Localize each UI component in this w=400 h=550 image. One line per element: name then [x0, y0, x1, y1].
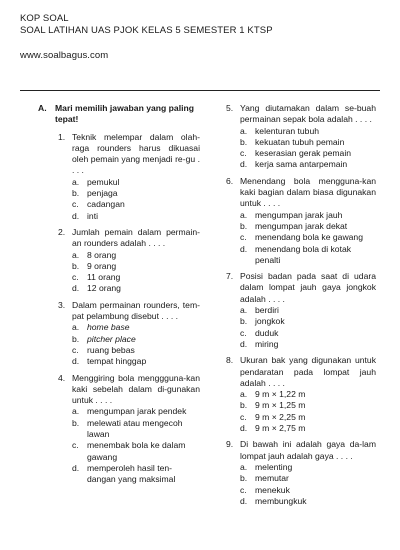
- option-letter: a.: [72, 322, 80, 333]
- option-text: tempat hinggap: [87, 356, 147, 367]
- option-text: cadangan: [87, 199, 125, 210]
- question-number: 3.: [58, 299, 66, 310]
- option-text: 9 m × 2,25 m: [255, 411, 306, 422]
- option-letter: d.: [240, 495, 248, 506]
- option-text: kekuatan tubuh pemain: [255, 136, 345, 147]
- question-stem: Menggiring bola menggguna-kan kaki sebelah dalam di-gunakan untuk . . . .: [72, 372, 200, 406]
- option-d: [72, 211, 200, 222]
- option-letter: d.: [72, 356, 80, 367]
- option-b: [240, 473, 376, 484]
- question-8: [226, 355, 376, 434]
- option-text: menekuk: [255, 484, 290, 495]
- section-heading: [38, 103, 200, 126]
- option-text: keserasian gerak pemain: [255, 148, 352, 159]
- option-a: [72, 322, 200, 333]
- question-stem: Jumlah pemain dalam permain-an rounders adalah . . . .: [72, 226, 200, 249]
- option-text: menendang bola ke gawang: [255, 232, 363, 243]
- option-text: ruang bebas: [87, 344, 135, 355]
- option-letter: a.: [240, 125, 248, 136]
- option-letter: c.: [240, 148, 247, 159]
- option-c: [72, 345, 200, 356]
- question-stem: Menendang bola mengguna-kan kaki bagian dalam biasa digunakan untuk . . . .: [240, 175, 376, 209]
- website-text: www.soalbagus.com: [20, 50, 109, 61]
- option-letter: c.: [240, 484, 247, 495]
- option-letter: c.: [240, 232, 247, 243]
- question-number: 5.: [226, 103, 234, 113]
- option-b: [240, 137, 376, 148]
- option-letter: d.: [240, 159, 248, 170]
- question-5: [226, 103, 376, 171]
- option-letter: b.: [240, 316, 248, 327]
- question-number: 1.: [58, 131, 66, 142]
- option-b: [72, 188, 200, 199]
- question-3: [58, 300, 200, 368]
- option-b: [240, 221, 376, 232]
- header-divider: [20, 90, 380, 91]
- option-text: home base: [87, 322, 130, 333]
- question-stem: Teknik melempar dalam olah-raga rounders harus dikuasai oleh pemain yang menjadi re-gu . . . .: [72, 131, 200, 176]
- option-text: 9 m × 1,25 m: [255, 400, 306, 411]
- section-instruction: Mari memilih jawaban yang paling tepat!: [55, 103, 194, 125]
- option-text: penjaga: [87, 188, 118, 199]
- option-text: mengumpan jarak dekat: [255, 220, 348, 231]
- option-text: kelenturan tubuh: [255, 125, 320, 136]
- option-c: [240, 148, 376, 159]
- question-4: [58, 373, 200, 486]
- option-a: [240, 389, 376, 400]
- option-letter: d.: [72, 210, 80, 221]
- question-number: 6.: [226, 175, 234, 186]
- option-c: [240, 328, 376, 339]
- option-a: [240, 210, 376, 221]
- exam-title: SOAL LATIHAN UAS PJOK KELAS 5 SEMESTER 1 KTSP: [20, 25, 273, 36]
- option-text: membungkuk: [255, 495, 307, 506]
- option-d: [72, 463, 200, 486]
- right-column: [226, 103, 376, 512]
- option-text: pemukul: [87, 176, 120, 187]
- option-b: [72, 334, 200, 345]
- option-d: [240, 244, 376, 267]
- option-text: 9 m × 1,22 m: [255, 389, 306, 400]
- option-letter: c.: [72, 272, 79, 283]
- question-7: [226, 271, 376, 350]
- question-2: [58, 227, 200, 295]
- option-text: duduk: [255, 327, 279, 338]
- option-c: [72, 440, 200, 463]
- option-a: [72, 406, 200, 417]
- option-text: pitcher place: [87, 333, 136, 344]
- question-stem: Posisi badan pada saat di udara dalam lompat jauh gaya jongkok adalah . . . .: [240, 271, 376, 304]
- question-number: 8.: [226, 355, 234, 366]
- option-d: [240, 423, 376, 434]
- option-letter: d.: [72, 462, 80, 473]
- option-letter: a.: [240, 461, 248, 472]
- option-text: miring: [255, 338, 279, 349]
- option-text: 12 orang: [87, 283, 121, 294]
- option-letter: c.: [72, 440, 79, 451]
- option-c: [240, 232, 376, 243]
- option-a: [72, 250, 200, 261]
- option-a: [240, 462, 376, 473]
- option-letter: b.: [72, 333, 80, 344]
- question-9: [226, 439, 376, 507]
- option-letter: a.: [240, 389, 248, 400]
- option-letter: d.: [240, 423, 248, 434]
- section-letter: A.: [38, 103, 47, 113]
- question-stem: Dalam permainan rounders, tem-pat pelambung disebut . . . .: [72, 299, 200, 322]
- option-letter: c.: [72, 199, 79, 210]
- option-c: [72, 272, 200, 283]
- option-letter: b.: [240, 473, 248, 484]
- option-letter: b.: [240, 220, 248, 231]
- option-b: [72, 418, 200, 441]
- option-d: [72, 283, 200, 294]
- option-letter: c.: [240, 411, 247, 422]
- option-text: jongkok: [255, 316, 285, 327]
- option-letter: d.: [240, 243, 248, 254]
- document-header: [20, 13, 273, 62]
- option-letter: a.: [72, 406, 80, 417]
- option-c: [240, 412, 376, 423]
- option-text: 9 orang: [87, 260, 117, 271]
- left-column: [38, 103, 200, 491]
- option-text: berdiri: [255, 305, 279, 316]
- option-text: menembak bola ke dalam gawang: [87, 440, 186, 462]
- question-1: [58, 132, 200, 222]
- option-a: [240, 305, 376, 316]
- option-text: menendang bola di kotak penalti: [255, 243, 352, 265]
- option-letter: b.: [72, 260, 80, 271]
- option-b: [72, 261, 200, 272]
- option-d: [240, 496, 376, 507]
- question-stem: Ukuran bak yang digunakan untuk pendaratan pada lompat jauh adalah . . . .: [240, 355, 376, 388]
- option-letter: d.: [72, 283, 80, 294]
- option-text: 9 m × 2,75 m: [255, 423, 306, 434]
- option-letter: d.: [240, 338, 248, 349]
- option-letter: b.: [240, 400, 248, 411]
- option-text: memutar: [255, 473, 289, 484]
- question-number: 2.: [58, 226, 66, 237]
- option-letter: b.: [72, 417, 80, 428]
- question-number: 4.: [58, 372, 66, 383]
- option-b: [240, 400, 376, 411]
- option-letter: a.: [240, 209, 248, 220]
- option-a: [72, 177, 200, 188]
- question-6: [226, 176, 376, 266]
- option-letter: c.: [240, 327, 247, 338]
- option-letter: a.: [72, 176, 80, 187]
- question-number: 7.: [226, 271, 234, 282]
- question-stem: Di bawah ini adalah gaya da-lam lompat jauh adalah gaya . . . .: [240, 439, 376, 461]
- option-text: melenting: [255, 461, 293, 472]
- option-c: [72, 199, 200, 210]
- option-letter: a.: [240, 305, 248, 316]
- option-a: [240, 126, 376, 137]
- option-letter: b.: [240, 136, 248, 147]
- question-number: 9.: [226, 439, 234, 450]
- option-letter: b.: [72, 188, 80, 199]
- option-text: melewati atau mengecoh lawan: [87, 417, 183, 440]
- option-text: memperoleh hasil ten-dangan yang maksimal: [87, 462, 176, 485]
- option-text: inti: [87, 210, 98, 221]
- option-d: [240, 339, 376, 350]
- option-text: 8 orang: [87, 249, 117, 260]
- option-text: mengumpan jarak jauh: [255, 209, 343, 220]
- option-d: [240, 159, 376, 170]
- question-stem: Yang diutamakan dalam se-buah permainan sepak bola adalah . . . .: [240, 103, 376, 125]
- option-text: kerja sama antarpemain: [255, 159, 348, 170]
- option-d: [72, 356, 200, 367]
- option-text: 11 orang: [87, 272, 121, 283]
- option-text: mengumpan jarak pendek: [87, 406, 187, 417]
- option-letter: c.: [72, 344, 79, 355]
- option-b: [240, 316, 376, 327]
- kop-soal-title: KOP SOAL: [20, 13, 69, 24]
- option-letter: a.: [72, 249, 80, 260]
- option-c: [240, 485, 376, 496]
